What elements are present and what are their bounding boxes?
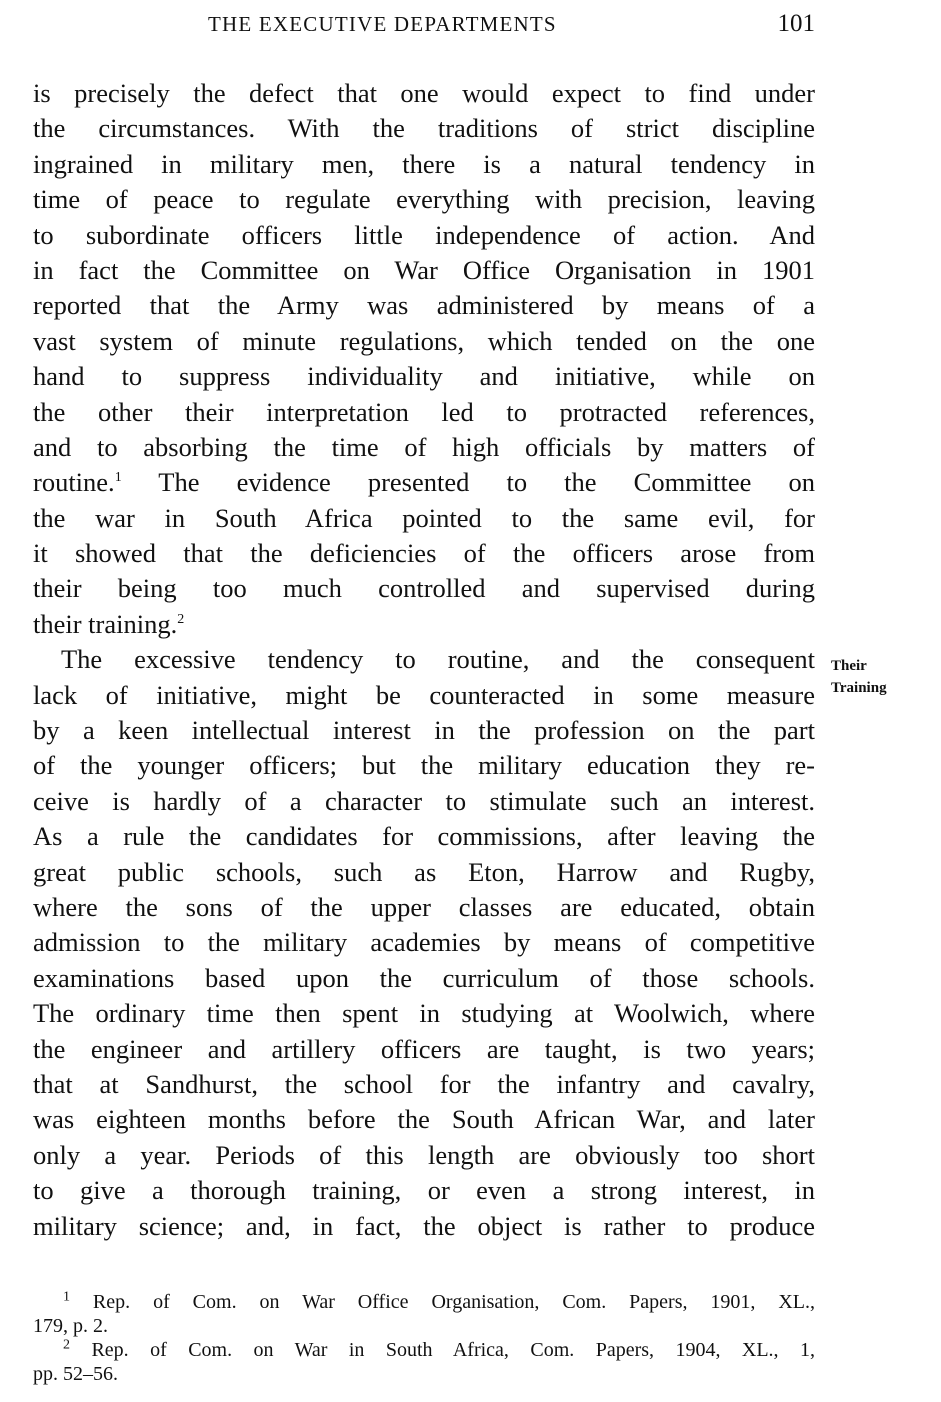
text-line: their being too much controlled and supervised during bbox=[33, 573, 815, 604]
margin-note bbox=[831, 655, 887, 699]
text-line: admission to the military academies by means of competitive bbox=[33, 927, 815, 958]
text-line: As a rule the candidates for commissions, after leaving the bbox=[33, 821, 815, 852]
footnote-text: Rep. of Com. on War in South Africa, Com. Papers, 1904, XL., 1, bbox=[70, 1339, 815, 1361]
text-line: the other their interpretation led to protracted references, bbox=[33, 396, 815, 427]
text-line: examinations based upon the curriculum of those schools. bbox=[33, 962, 815, 993]
text-line: it showed that the deficiencies of the officers arose from bbox=[33, 538, 815, 569]
text-fragment: routine. bbox=[33, 467, 115, 498]
footnote-number: 2 bbox=[63, 1338, 70, 1353]
page-number: 101 bbox=[777, 10, 815, 37]
footnotes bbox=[33, 1290, 815, 1386]
text-line: to subordinate officers little independence of action. And bbox=[33, 219, 815, 250]
text-line: was eighteen months before the South African War, and later bbox=[33, 1104, 815, 1135]
text-line: to give a thorough training, or even a strong interest, in bbox=[33, 1175, 815, 1206]
text-line: lack of initiative, might be counteracted in some measure bbox=[33, 679, 815, 710]
margin-note-line: Training bbox=[831, 680, 887, 696]
text-line-with-footnote bbox=[33, 465, 815, 500]
text-line-with-footnote bbox=[33, 607, 815, 642]
text-fragment: their training. bbox=[33, 608, 178, 639]
text-line: ingrained in military men, there is a natural tendency in bbox=[33, 148, 815, 179]
text-line: military science; and, in fact, the object is rather to produce bbox=[33, 1210, 815, 1241]
paragraph-start-line: The excessive tendency to routine, and the consequent bbox=[61, 644, 815, 675]
text-line: is precisely the defect that one would expect to find under bbox=[33, 78, 815, 108]
footnote-2 bbox=[33, 1338, 815, 1362]
text-line: where the sons of the upper classes are educated, obtain bbox=[33, 891, 815, 922]
text-line: the engineer and artillery officers are taught, is two years; bbox=[33, 1033, 815, 1064]
footnote-marker-2: 2 bbox=[177, 612, 185, 628]
footnote-number: 1 bbox=[63, 1290, 70, 1305]
text-line: the war in South Africa pointed to the same evil, for bbox=[33, 502, 815, 533]
running-head: THE EXECUTIVE DEPARTMENTS bbox=[208, 12, 557, 36]
text-line: only a year. Periods of this length are obviously too short bbox=[33, 1139, 815, 1170]
text-line: and to absorbing the time of high officials by matters of bbox=[33, 431, 815, 462]
text-line: hand to suppress individuality and initiative, while on bbox=[33, 361, 815, 392]
footnote-1-cont: 179, p. 2. bbox=[33, 1315, 108, 1337]
text-line: in fact the Committee on War Office Organisation in 1901 bbox=[33, 254, 815, 285]
text-line: reported that the Army was administered by means of a bbox=[33, 290, 815, 321]
margin-note-line: Their bbox=[831, 658, 867, 674]
text-line: of the younger officers; but the military education they re- bbox=[33, 750, 815, 781]
text-line: ceive is hardly of a character to stimulate such an interest. bbox=[33, 785, 815, 816]
text-line: The ordinary time then spent in studying at Woolwich, where bbox=[33, 998, 815, 1029]
text-line: by a keen intellectual interest in the profession on the part bbox=[33, 715, 815, 746]
page-header bbox=[33, 10, 815, 40]
text-fragment: The evidence presented to the Committee on bbox=[121, 467, 815, 498]
footnote-2-cont: pp. 52–56. bbox=[33, 1363, 118, 1385]
text-line: time of peace to regulate everything with precision, leaving bbox=[33, 184, 815, 215]
footnote-text: Rep. of Com. on War Office Organisation, Com. Papers, 1901, XL., bbox=[70, 1291, 815, 1313]
footnote-1 bbox=[33, 1290, 815, 1314]
body-text bbox=[33, 76, 815, 1244]
text-line: that at Sandhurst, the school for the infantry and cavalry, bbox=[33, 1068, 815, 1099]
text-line: vast system of minute regulations, which tended on the one bbox=[33, 325, 815, 356]
text-line: the circumstances. With the traditions of strict discipline bbox=[33, 113, 815, 144]
footnote-marker-1: 1 bbox=[114, 470, 122, 486]
text-line: great public schools, such as Eton, Harrow and Rugby, bbox=[33, 856, 815, 887]
